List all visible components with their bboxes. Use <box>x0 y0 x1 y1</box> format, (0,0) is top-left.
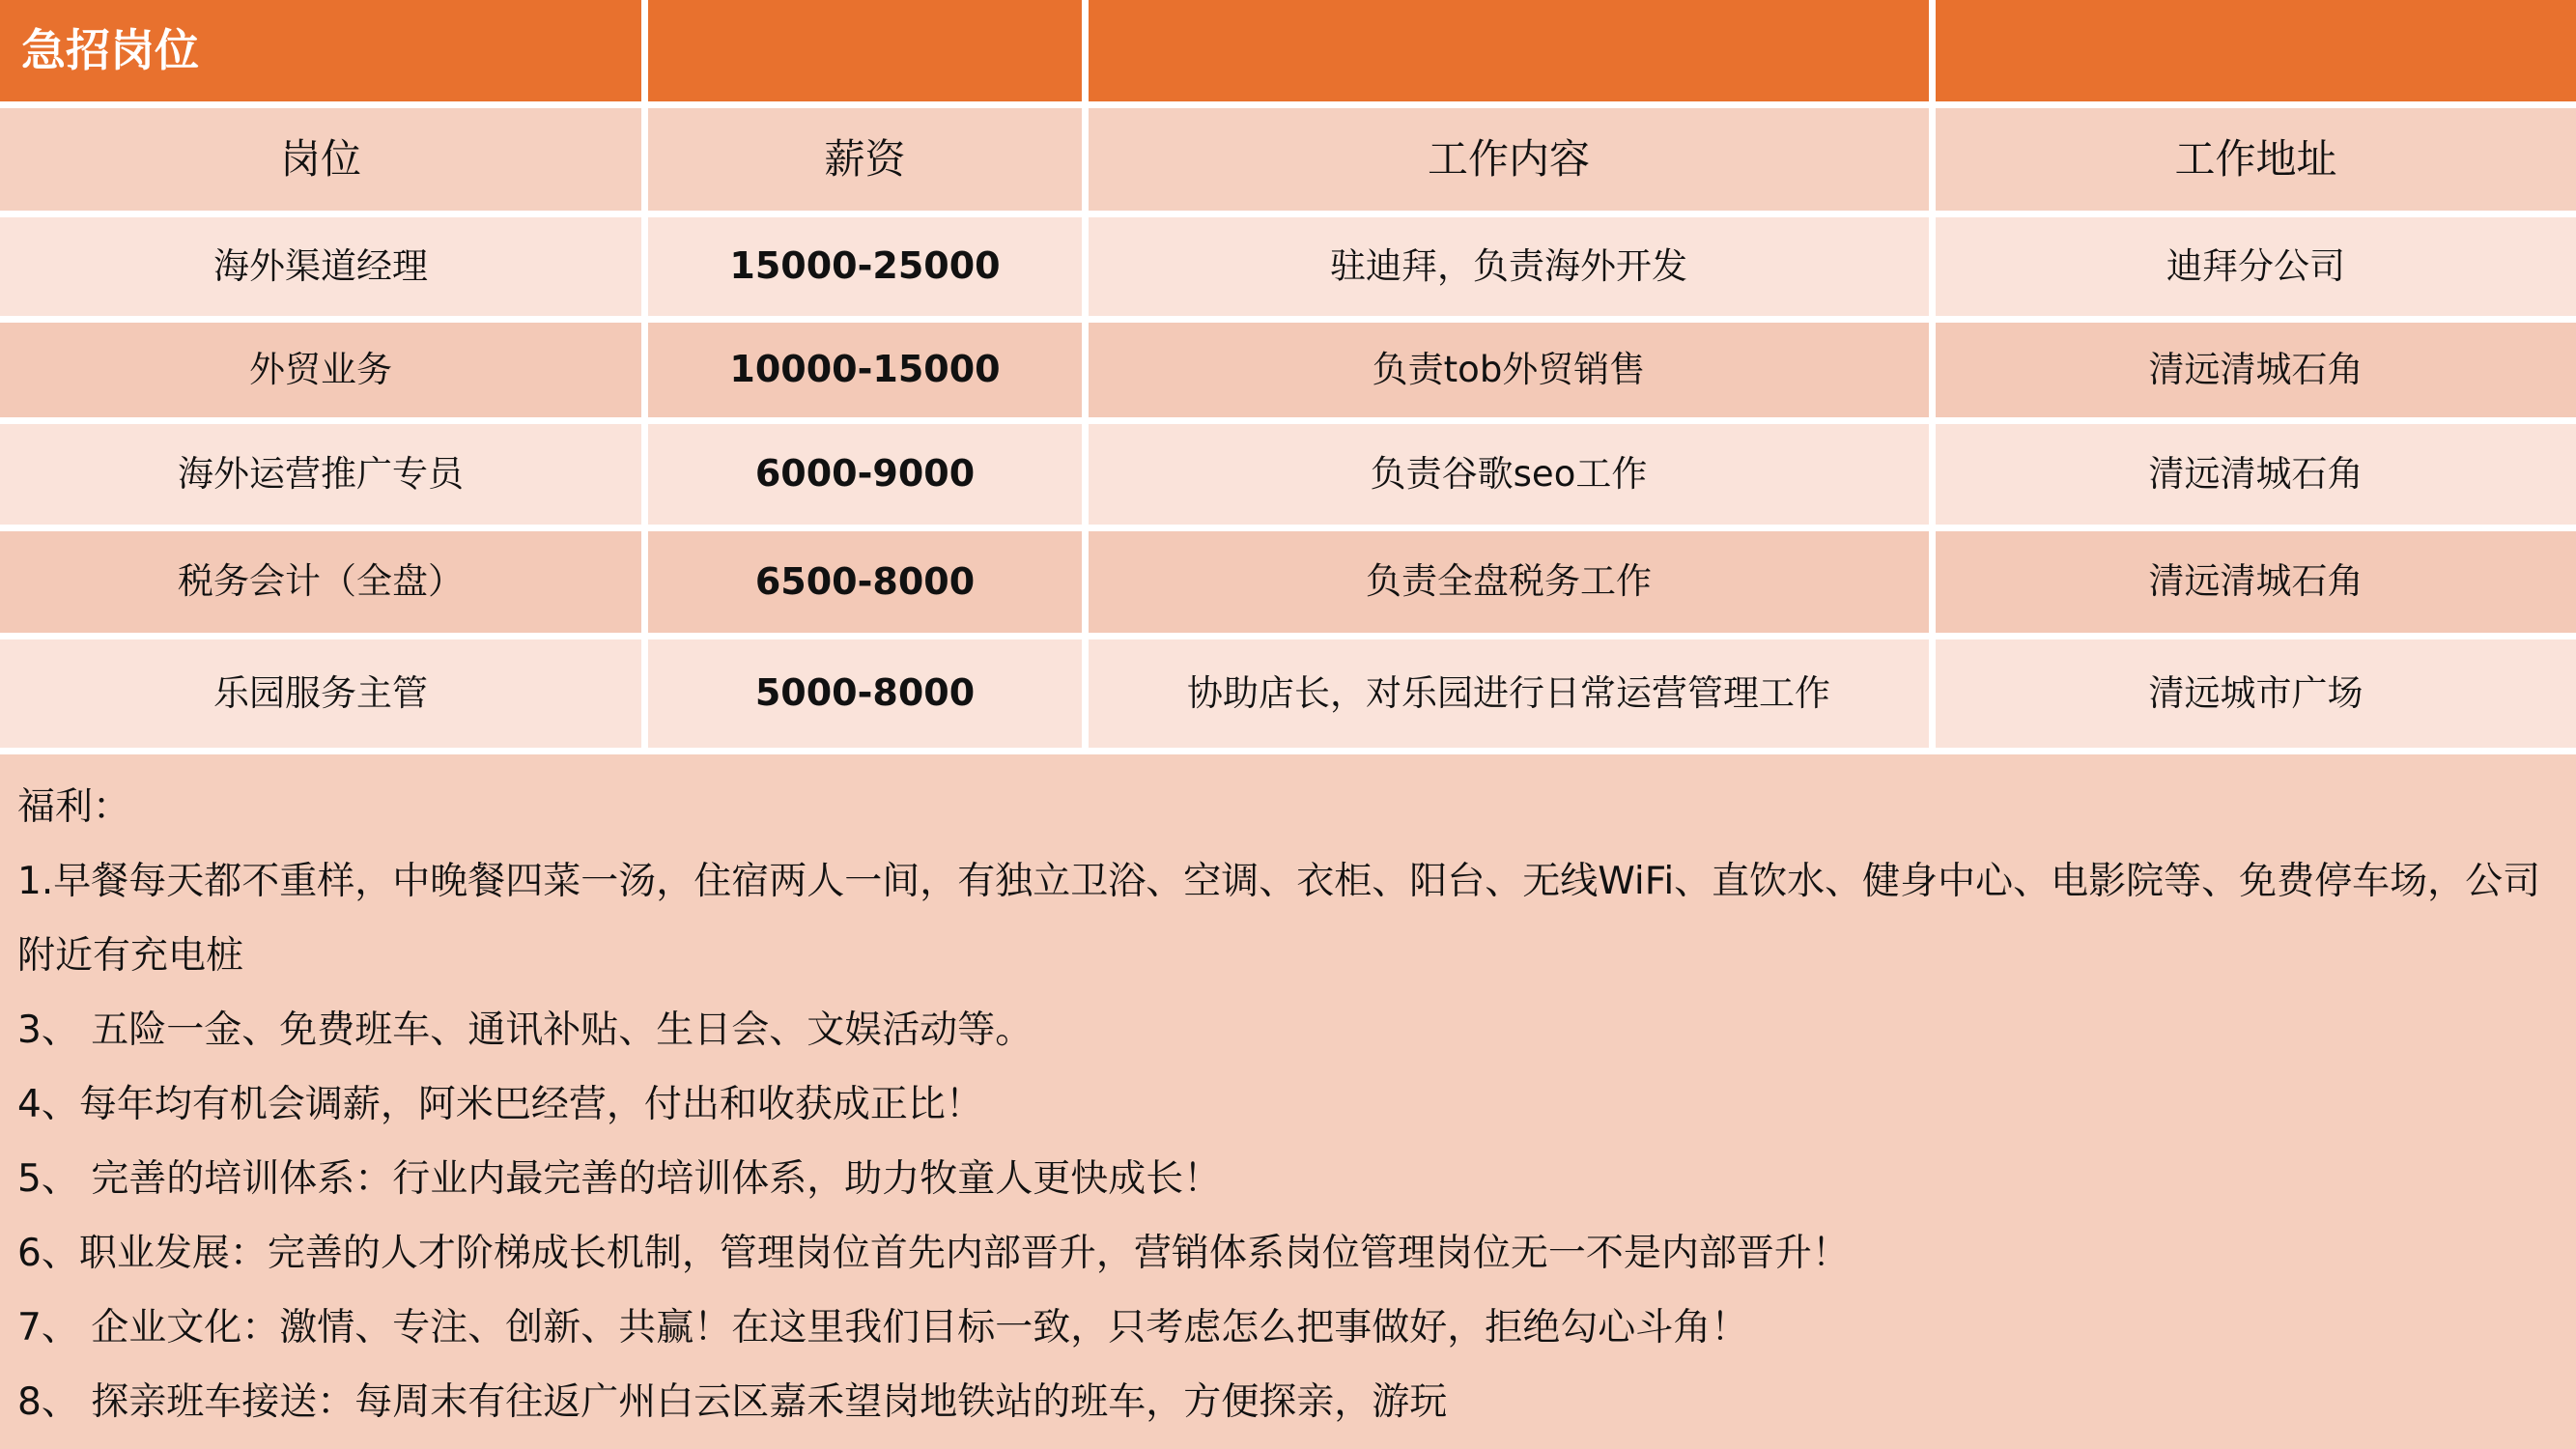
job-content-cell: 负责谷歌seo工作 <box>1089 424 1929 525</box>
job-address-cell: 清远城市广场 <box>1936 639 2576 748</box>
job-content-cell: 协助店长，对乐园进行日常运营管理工作 <box>1089 639 1929 748</box>
job-address-cell: 迪拜分公司 <box>1936 217 2576 316</box>
job-content-cell: 负责tob外贸销售 <box>1089 323 1929 417</box>
benefits-section <box>0 754 2576 1449</box>
job-address-cell: 清远清城石角 <box>1936 531 2576 633</box>
salary-cell: 10000-15000 <box>648 323 1082 417</box>
job-address-cell: 清远清城石角 <box>1936 323 2576 417</box>
column-header-salary: 薪资 <box>648 108 1082 211</box>
benefit-item: 4、每年均有机会调薪，阿米巴经营，付出和收获成正比！ <box>17 1083 983 1126</box>
position-cell: 乐园服务主管 <box>0 639 641 748</box>
benefit-item: 3、 五险一金、免费班车、通讯补贴、生日会、文娱活动等。 <box>17 1009 1033 1052</box>
column-header-content: 工作内容 <box>1089 108 1929 211</box>
benefit-item: 6、职业发展：完善的人才阶梯成长机制，管理岗位首先内部晋升，营销体系岗位管理岗位无一不是内部晋升！ <box>17 1232 1850 1275</box>
column-header-address: 工作地址 <box>1936 108 2576 211</box>
benefit-item: 8、 探亲班车接送：每周末有往返广州白云区嘉禾望岗地铁站的班车，方便探亲，游玩 <box>17 1380 1448 1424</box>
job-content-cell: 驻迪拜，负责海外开发 <box>1089 217 1929 316</box>
benefit-item: 7、 企业文化：激情、专注、创新、共赢！在这里我们目标一致，只考虑怎么把事做好，拒绝勾心斗角！ <box>17 1306 1749 1350</box>
column-header-position: 岗位 <box>0 108 641 211</box>
position-cell: 外贸业务 <box>0 323 641 417</box>
salary-cell: 5000-8000 <box>648 639 1082 748</box>
table-title-cell <box>0 0 641 101</box>
job-address-cell: 清远清城石角 <box>1936 424 2576 525</box>
salary-cell: 6000-9000 <box>648 424 1082 525</box>
salary-cell: 6500-8000 <box>648 531 1082 633</box>
position-cell: 海外运营推广专员 <box>0 424 641 525</box>
benefits-heading: 福利： <box>17 785 131 829</box>
title-spacer-cell <box>1089 0 1929 101</box>
benefit-item: 5、 完善的培训体系：行业内最完善的培训体系，助力牧童人更快成长！ <box>17 1157 1222 1201</box>
salary-cell: 15000-25000 <box>648 217 1082 316</box>
title-spacer-cell <box>648 0 1082 101</box>
benefit-item: 1.早餐每天都不重样，中晚餐四菜一汤，住宿两人一间，有独立卫浴、空调、衣柜、阳台、无线WiFi、直饮水、健身中心、电影院等、免费停车场，公司附近有充电桩 <box>17 860 2541 978</box>
position-cell: 海外渠道经理 <box>0 217 641 316</box>
position-cell: 税务会计（全盘） <box>0 531 641 633</box>
job-content-cell: 负责全盘税务工作 <box>1089 531 1929 633</box>
page-title: 急招岗位 <box>21 23 199 76</box>
title-spacer-cell <box>1936 0 2576 101</box>
